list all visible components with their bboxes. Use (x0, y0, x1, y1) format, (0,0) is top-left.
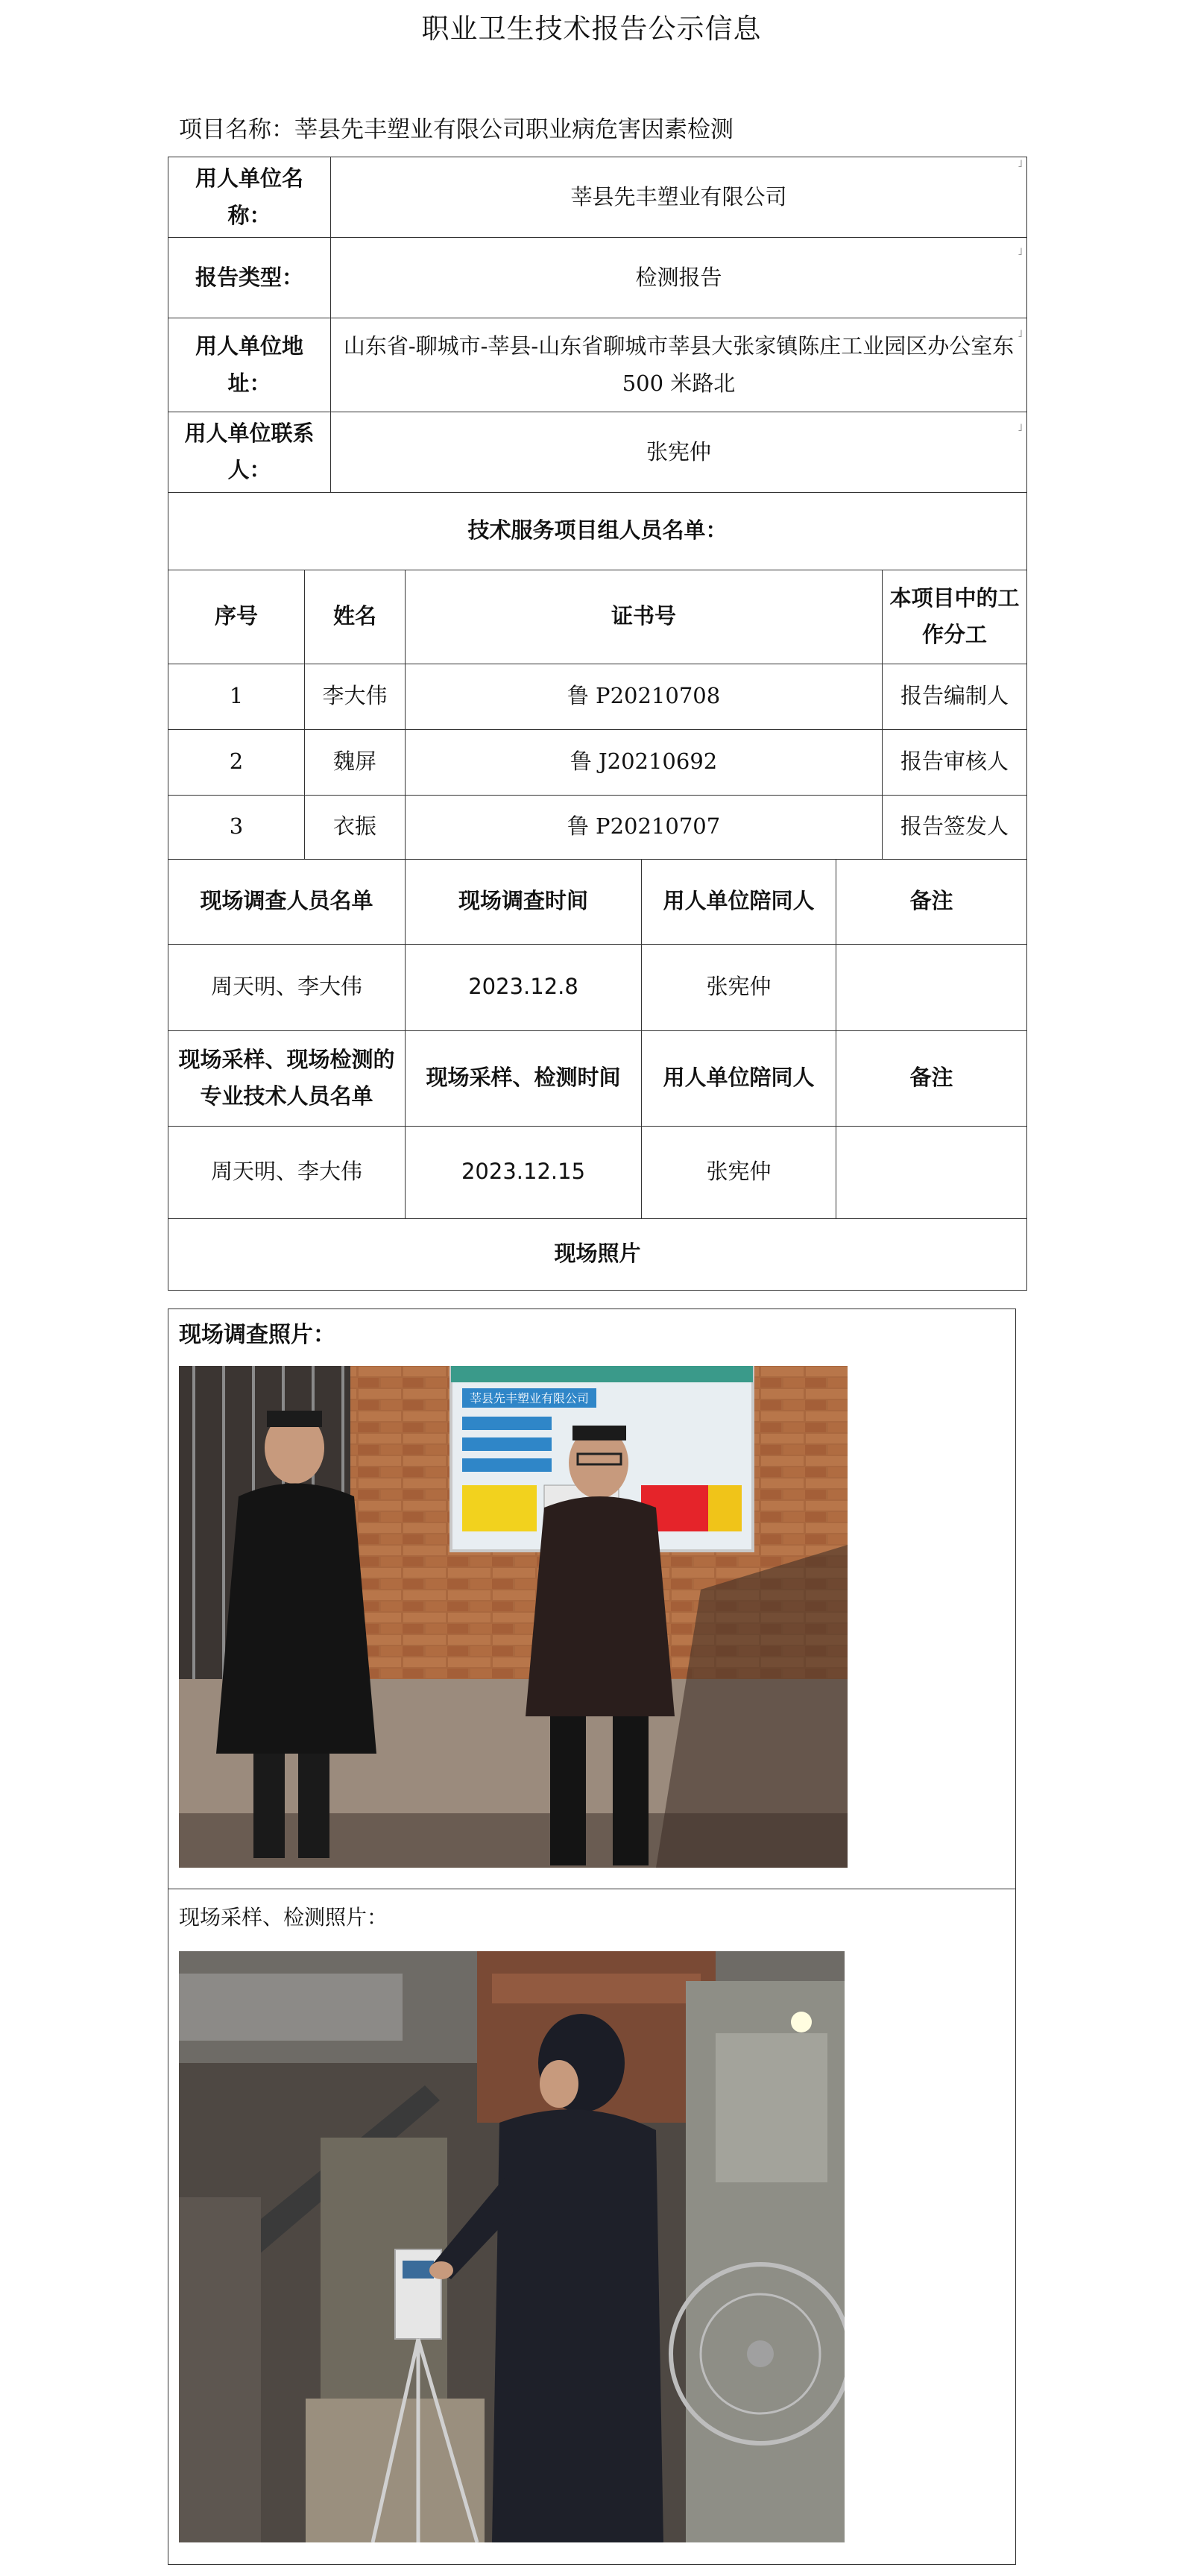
value-address: 山东省-聊城市-莘县-山东省聊城市莘县大张家镇陈庄工业园区办公室东 500 米路北 (331, 318, 1027, 412)
table-row (168, 729, 1027, 795)
sampling-escort: 张宪仲 (642, 1126, 836, 1218)
team-index: 1 (168, 664, 305, 729)
photos-heading-row (168, 1218, 1027, 1290)
photos-heading: 现场照片 (168, 1218, 1027, 1290)
project-line (179, 110, 734, 144)
margin-mark: ˩ (1018, 328, 1023, 340)
survey-photo (179, 1366, 848, 1868)
label-address: 用人单位地址： (168, 318, 331, 412)
survey-header-row (168, 859, 1027, 944)
survey-header-people: 现场调查人员名单 (168, 859, 406, 944)
table-row (168, 795, 1027, 859)
info-row-contact (168, 412, 1027, 493)
label-contact: 用人单位联系人： (168, 412, 331, 493)
project-label: 项目名称： (179, 116, 294, 143)
sampling-header-time: 现场采样、检测时间 (406, 1030, 642, 1126)
team-name: 魏屏 (305, 729, 406, 795)
sign-title: 莘县先丰塑业有限公司 (469, 1391, 590, 1405)
sampling-header-row (168, 1030, 1027, 1126)
value-contact: 张宪仲 (331, 412, 1027, 493)
sampling-row (168, 1126, 1027, 1218)
survey-remark (836, 944, 1027, 1030)
team-name: 衣振 (305, 795, 406, 859)
sampling-remark (836, 1126, 1027, 1218)
sampling-header-escort: 用人单位陪同人 (642, 1030, 836, 1126)
document-title: 职业卫生技术报告公示信息 (421, 13, 762, 45)
info-row-report-type (168, 238, 1027, 318)
survey-escort: 张宪仲 (642, 944, 836, 1030)
team-index: 3 (168, 795, 305, 859)
team-heading: 技术服务项目组人员名单： (168, 492, 1027, 570)
survey-time: 2023.12.8 (406, 944, 642, 1030)
sampling-people: 周天明、李大伟 (168, 1126, 406, 1218)
team-header-index: 序号 (168, 570, 305, 664)
sampling-header-remark: 备注 (836, 1030, 1027, 1126)
team-name: 李大伟 (305, 664, 406, 729)
team-heading-row (168, 492, 1027, 570)
survey-header-remark: 备注 (836, 859, 1027, 944)
team-index: 2 (168, 729, 305, 795)
sampling-time: 2023.12.15 (406, 1126, 642, 1218)
team-cert: 鲁 P20210708 (406, 664, 883, 729)
info-row-unit-name (168, 157, 1027, 238)
info-table (168, 157, 1027, 1291)
sampling-photo-caption: 现场采样、检测照片： (179, 1905, 388, 1930)
team-header-role: 本项目中的工作分工 (883, 570, 1027, 664)
label-unit-name: 用人单位名称： (168, 157, 331, 238)
team-header-row (168, 570, 1027, 664)
margin-mark: ˩ (1018, 422, 1023, 434)
sampling-photo (179, 1951, 845, 2542)
team-cert: 鲁 J20210692 (406, 729, 883, 795)
survey-people: 周天明、李大伟 (168, 944, 406, 1030)
table-row (168, 664, 1027, 729)
label-report-type: 报告类型： (168, 238, 331, 318)
survey-photo-caption: 现场调查照片： (179, 1322, 335, 1348)
team-role: 报告签发人 (883, 795, 1027, 859)
team-cert: 鲁 P20210707 (406, 795, 883, 859)
value-unit-name: 莘县先丰塑业有限公司 (331, 157, 1027, 238)
team-role: 报告编制人 (883, 664, 1027, 729)
margin-mark: ˩ (1018, 158, 1023, 170)
team-header-cert: 证书号 (406, 570, 883, 664)
info-row-address (168, 318, 1027, 412)
team-role: 报告审核人 (883, 729, 1027, 795)
value-report-type: 检测报告 (331, 238, 1027, 318)
sampling-header-people: 现场采样、现场检测的专业技术人员名单 (168, 1030, 406, 1126)
project-name: 莘县先丰塑业有限公司职业病危害因素检测 (294, 116, 734, 143)
margin-mark: ˩ (1018, 246, 1023, 258)
survey-row (168, 944, 1027, 1030)
survey-header-escort: 用人单位陪同人 (642, 859, 836, 944)
team-header-name: 姓名 (305, 570, 406, 664)
survey-header-time: 现场调查时间 (406, 859, 642, 944)
